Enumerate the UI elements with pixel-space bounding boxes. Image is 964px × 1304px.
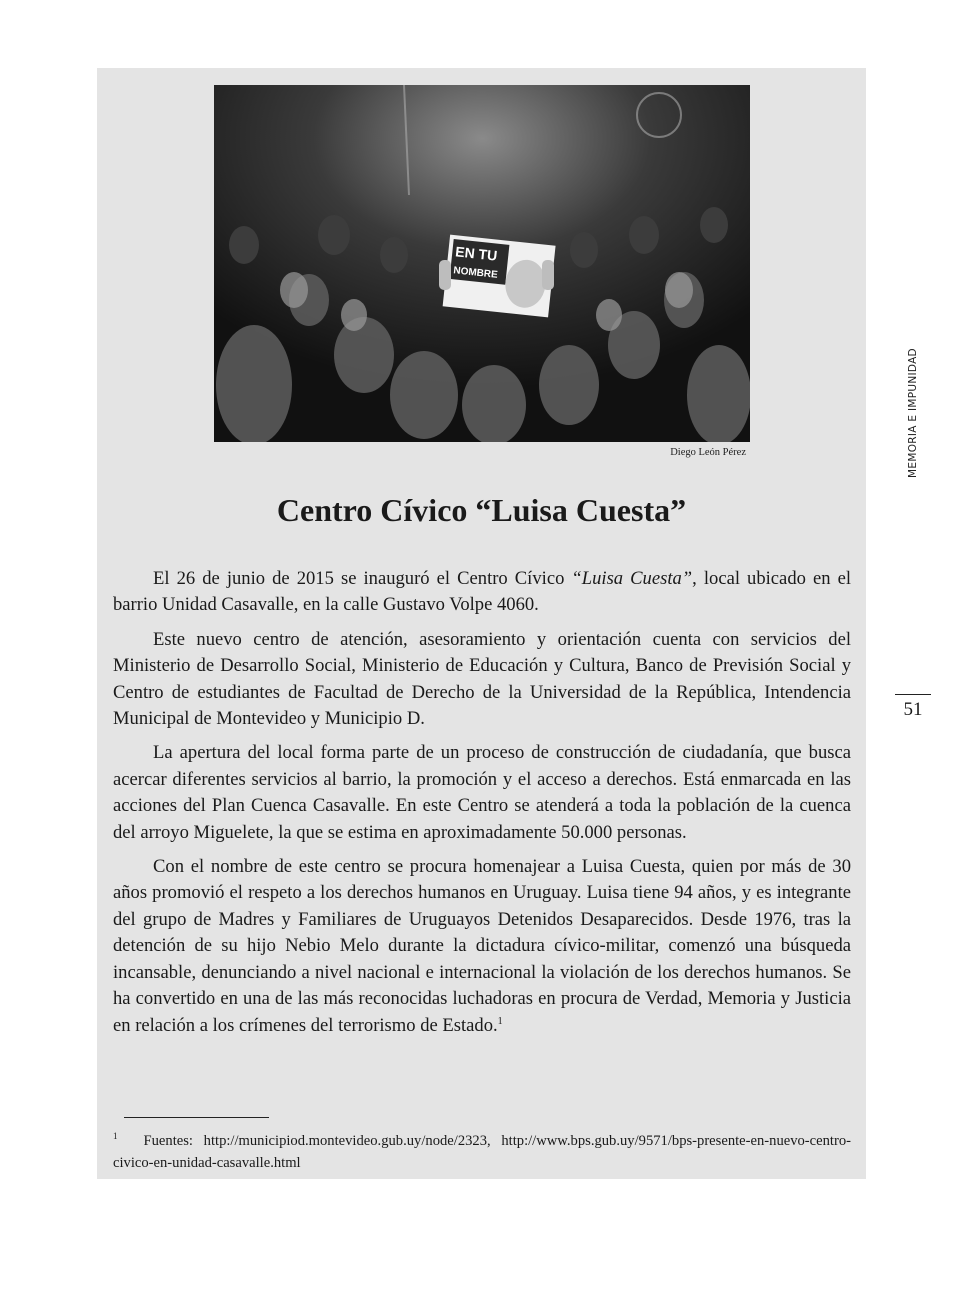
page-number: 51 [903, 699, 923, 720]
photo-credit: Diego León Pérez [670, 447, 746, 458]
crowd-photo [214, 85, 750, 442]
article-title: Centro Cívico “Luisa Cuesta” [276, 492, 687, 528]
svg-text:EN TU: EN TU [454, 243, 499, 264]
footnote [113, 1125, 851, 1174]
footnote-reference[interactable]: 1 [497, 1015, 503, 1027]
paragraph-3: La apertura del local forma parte de un proceso de construcción de ciudadanía, que busca acercar diferentes servicios al barrio, la promoción y el acceso a derechos. Está enmarcada en las acciones del Plan Cuenca Casavalle. En este Centro se atenderá a toda la población de la cuenca del arroyo Miguelete, la que se estima en aproximadamente 50.000 personas. [113, 742, 851, 843]
paragraph-2: Este nuevo centro de atención, asesoramiento y orientación cuenta con servicios del Ministerio de Desarrollo Social, Ministerio de Educación y Cultura, Banco de Previsión Social y Centro de estudiantes de Facultad de Derecho de la Universidad de la República, Intendencia Municipal de Montevideo y Municipio D. [113, 628, 851, 730]
running-title: MEMORIA E IMPUNIDAD [907, 347, 919, 478]
page-number-rule [895, 694, 931, 695]
article-body [113, 566, 851, 1047]
paragraph-4: Con el nombre de este centro se procura homenajear a Luisa Cuesta, quien por más de 30 años promovió el respeto a los derechos humanos en Uruguay. Luisa tiene 94 años, y es integrante del grupo de Madres y Familiares de Uruguayos Detenidos Desaparecidos. Desde 1976, tras la detención de su hijo Nebio Melo durante la dictadura cívico-militar, comenzó una búsqueda incansable, denunciando a nivel nacional e internacional la violación de los derechos humanos. Se ha convertido en una de las más reconocidas luchadoras en procura de Verdad, Memoria y Justicia en relación a los crímenes del terrorismo de Estado.$^1$ [113, 856, 851, 1036]
footnote-divider [124, 1117, 269, 1118]
footnote-number: 1 [113, 1131, 118, 1141]
paragraph-1: El 26 de junio de 2015 se inauguró el Centro Cívico “Luisa Cuesta”, local ubicado en el barrio Unidad Casavalle, en la calle Gustavo Volpe 4060. [113, 568, 851, 616]
svg-text:NOMBRE: NOMBRE [452, 265, 499, 281]
footnote-text: Fuentes: http://municipiod.montevideo.gub.uy/node/2323, http://www.bps.gub.uy/9571/bps-presente-en-nuevo-centro-civico-en-unidad-casavalle.html [113, 1132, 851, 1171]
